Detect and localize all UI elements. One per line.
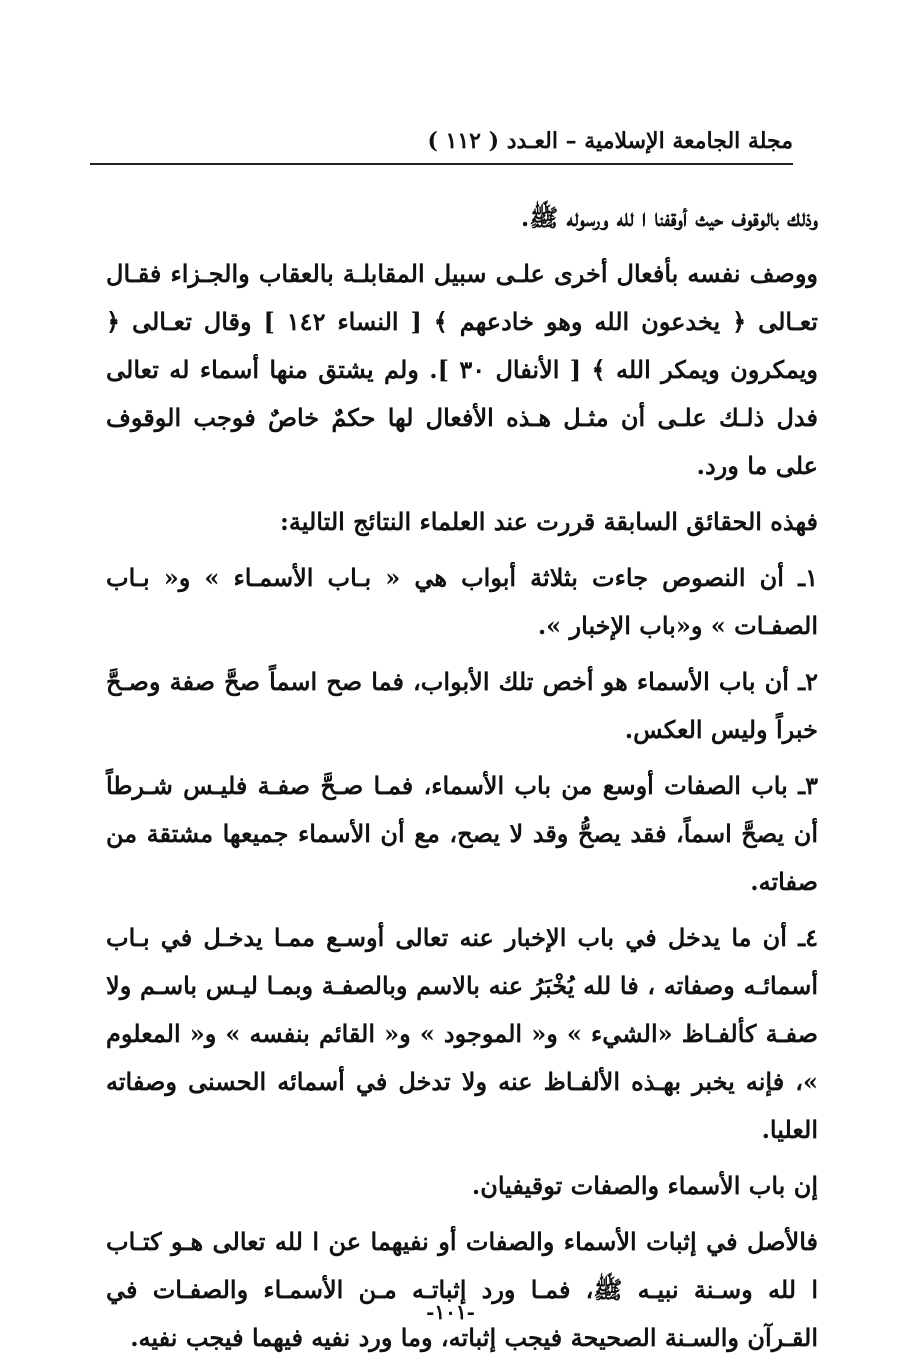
page-number: -١٠١-	[426, 1300, 475, 1324]
paragraph-tawqifi: إن باب الأسماء والصفات توقيفيان.	[471, 1171, 818, 1200]
header-divider	[90, 163, 793, 165]
paragraph-point-3: ٣ـ باب الصفات أوسع من باب الأسماء، فمـا صـحَّ صفـة فليـس شـرطاً أن يصحَّ اسماً، فقد يصحُّ وقد لا يصح، مع أن الأسماء جميعها مشتقة من صفاته.	[106, 771, 818, 896]
paragraph-intro: وذلك بالوقوف حيث أوقفنا ا لله ورسوله ﷺ.	[520, 203, 818, 232]
journal-header-title: مجلة الجامعة الإسلامية – العـدد ( ١١٢ )	[427, 128, 793, 154]
paragraph-point-1: ١ـ أن النصوص جاءت بثلاثة أبواب هي « بـاب الأسمـاء » و« بـاب الصفـات » و«باب الإخبار ».	[106, 563, 818, 640]
paragraph-point-2: ٢ـ أن باب الأسماء هو أخص تلك الأبواب، فما صح اسماً صحَّ صفة وصـحَّ خبراً وليس العكس.	[106, 667, 818, 744]
paragraph-point-4: ٤ـ أن ما يدخل في باب الإخبار عنه تعالى أوسـع ممـا يدخـل في بـاب أسمائـه وصفاته ، فا لله يُخْبَرُ عنه بالاسم وبالصفـة وبمـا ليـس باسـم ولا صفـة كألفـاظ «الشيء » و« الموجود » و« القائم بنفسه » و« المعلوم »، فإنه يخبر بهـذه الألفـاظ عنه ولا تدخل في أسمائه الحسنى وصفاته العليا.	[106, 923, 818, 1144]
paragraph-results-intro: فهذه الحقائق السابقة قررت عند العلماء النتائج التالية:	[279, 507, 818, 536]
article-body	[106, 194, 818, 1370]
paragraph-origin: فالأصل في إثبات الأسماء والصفات أو نفيهما عن ا لله تعالى هـو كتـاب ا لله وسـنة نبيـه ﷺ، فمـا ورد إثباتـه مـن الأسمـاء والصفـات في القـرآن والسـنة الصحيحة فيجب إثباته، وما ورد نفيه فيهما فيجب نفيه.	[106, 1227, 818, 1352]
paragraph-actions: ووصف نفسه بأفعال أخرى علـى سبيل المقابلـة بالعقاب والجـزاء فقـال تعـالى ﴿ يخدعون الله وهو خادعهم ﴾ [ النساء ١٤٢ ] وقال تعـالى ﴿ ويمكرون ويمكر الله ﴾ [ الأنفال ٣٠ ]. ولم يشتق منها أسماء له تعالى فدل ذلـك علـى أن مثـل هـذه الأفعال لها حكمٌ خاصٌ فوجب الوقوف على ما ورد.	[106, 259, 818, 480]
